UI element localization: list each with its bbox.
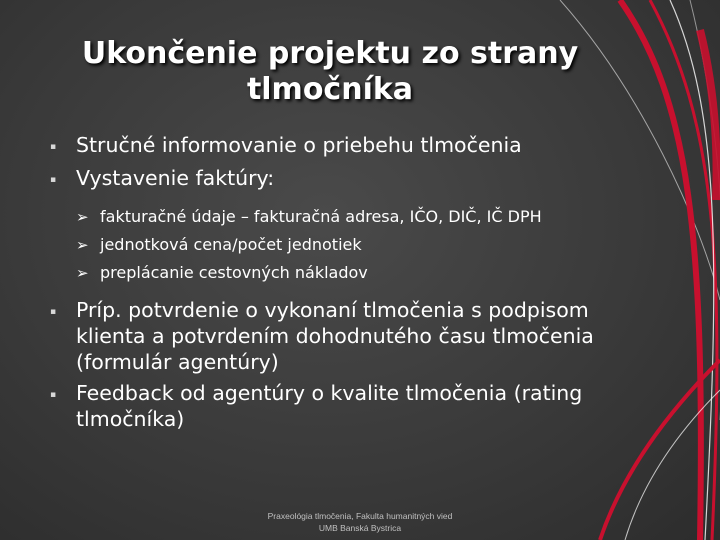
sub-bullet-text: jednotková cena/počet jednotiek bbox=[100, 235, 362, 254]
sub-bullet-item bbox=[76, 203, 620, 231]
arrow-bullet-icon: ➢ bbox=[76, 208, 89, 226]
square-bullet-icon: ▪ bbox=[50, 142, 57, 152]
slide-title: Ukončenie projektu zo strany tlmočníka bbox=[81, 36, 579, 107]
sub-bullet-list bbox=[50, 203, 620, 287]
bullet-text: Príp. potvrdenie o vykonaní tlmočenia s podpisom klienta a potvrdením dohodnutého času tlmočenia (formulár agentúry) bbox=[76, 298, 594, 374]
bullet-item bbox=[50, 380, 620, 432]
sub-bullet-item bbox=[76, 259, 620, 287]
bullet-item bbox=[50, 165, 620, 193]
square-bullet-icon: ▪ bbox=[50, 175, 57, 185]
sub-bullet-text: preplácanie cestovných nákladov bbox=[100, 263, 368, 282]
footer-line: Praxeológia tlmočenia, Fakulta humanitných vied bbox=[267, 511, 453, 521]
square-bullet-icon: ▪ bbox=[50, 390, 57, 400]
slide-footer bbox=[235, 510, 485, 534]
arrow-bullet-icon: ➢ bbox=[76, 236, 89, 254]
bullet-list bbox=[50, 132, 620, 437]
sub-bullet-item bbox=[76, 231, 620, 259]
arrow-bullet-icon: ➢ bbox=[76, 264, 89, 282]
footer-line: UMB Banská Bystrica bbox=[318, 523, 402, 533]
bullet-item bbox=[50, 297, 620, 375]
bullet-text: Stručné informovanie o priebehu tlmočenia bbox=[76, 133, 522, 157]
bullet-text: Feedback od agentúry o kvalite tlmočenia (rating tlmočníka) bbox=[76, 381, 583, 431]
bullet-item bbox=[50, 132, 620, 160]
square-bullet-icon: ▪ bbox=[50, 307, 57, 317]
sub-bullet-text: fakturačné údaje – fakturačná adresa, IČO, DIČ, IČ DPH bbox=[100, 207, 542, 226]
bullet-text: Vystavenie faktúry: bbox=[76, 166, 275, 190]
